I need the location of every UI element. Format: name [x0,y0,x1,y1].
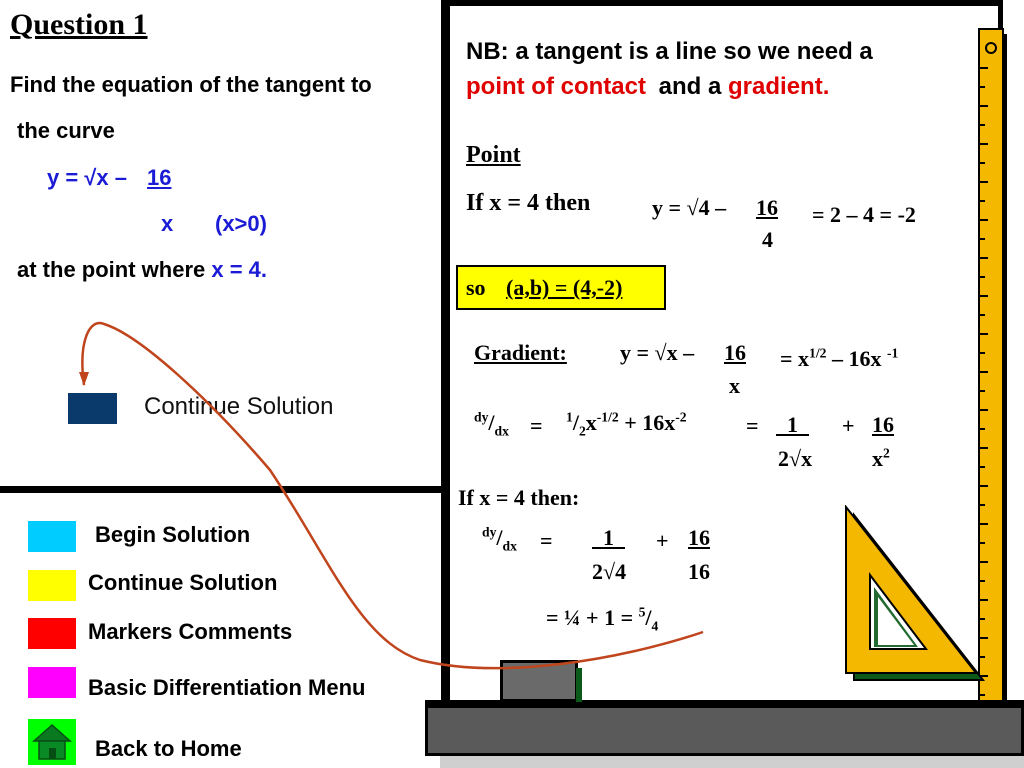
gradient-index-form [780,346,898,372]
point-fraction-numerator: 16 [756,195,778,220]
board-shelf-shadow [440,756,1024,768]
slash-1: / [488,410,495,435]
question-text-line2: the curve [17,118,115,143]
eval-frac1-num [592,525,625,551]
set-square [838,505,988,690]
continue-solution-button-inline[interactable] [68,393,117,424]
gradient-y-sqrtx: y = √x – [620,340,695,365]
derivative-frac1-num [776,412,809,438]
derivative-x: x [585,410,597,435]
nb-point-of-contact: point of contact [466,73,646,100]
eval-frac2-num: 16 [688,525,710,550]
derivative-equals-2: = [746,413,759,438]
exp-neg1: -1 [886,345,899,361]
dy-2: dy [482,524,497,540]
derivative-plus-16x: + 16x [618,410,676,435]
exp-squared: 2 [883,445,890,461]
curve-equation-numerator: 16 [147,165,172,190]
if-x4-then-2: If x = 4 then: [458,485,580,510]
exp-neg-half: -1/2 [596,409,619,425]
derivative-frac2-num: 16 [872,412,894,437]
derivative-equals-3: = [540,528,553,553]
half-slash: / [572,410,579,435]
final-num: 5 [638,604,646,620]
gradient-fraction-denominator: x [729,373,740,398]
slash-2: / [496,525,503,550]
curve-equation-condition: (x>0) [215,211,267,236]
half-den: 2 [578,423,586,439]
dydx-label-1 [474,409,509,439]
basic-differentiation-menu-label[interactable]: Basic Differentiation Menu [88,675,366,700]
dx-2: dx [502,538,517,554]
derivative-frac2-den-x: x [872,446,883,471]
question-title: Question 1 [10,8,148,41]
eraser [500,660,578,702]
question-text-line1: Find the equation of the tangent to [10,72,372,97]
begin-solution-label[interactable]: Begin Solution [95,522,251,547]
derivative-frac2-den [872,446,890,472]
derivative-equals-1: = [530,413,543,438]
markers-comments-label[interactable]: Markers Comments [88,619,293,644]
dx-1: dx [494,423,509,439]
point-heading: Point [466,142,521,168]
eval-frac2-den: 16 [688,559,710,584]
basic-differentiation-menu-button[interactable] [28,667,76,698]
derivative-frac1-den: 2√x [778,446,813,471]
back-to-home-button[interactable] [28,719,76,765]
y-sqrt4: y = √4 – [652,195,727,220]
point-statement-prefix: at the point where [17,257,212,282]
eval-frac1-num-value: 1 [603,525,614,550]
eraser-shadow [576,668,582,702]
gradient-heading: Gradient: [474,340,567,365]
gradient-eq-x: = x [780,346,810,371]
dydx-label-2 [482,524,517,554]
point-statement-value: x = 4. [211,257,268,282]
curve-equation-y: y = √x – [47,165,127,190]
eval-frac1-den: 2√4 [592,559,627,584]
derivative-plus: + [842,413,855,438]
nb-gradient: gradient. [728,73,830,100]
back-to-home-label[interactable]: Back to Home [95,736,242,761]
point-result: = 2 – 4 = -2 [812,202,916,227]
eval-plus: + [656,528,669,553]
final-result [546,604,659,634]
gradient-fraction-numerator: 16 [724,340,746,365]
horizontal-divider [0,486,444,493]
nb-line1: NB: a tangent is a line so we need a [466,38,873,65]
continue-solution-label-inline[interactable]: Continue Solution [144,393,334,420]
derivative-index-form [566,409,687,439]
final-slash: / [645,605,652,630]
half-num: 1 [566,409,573,425]
continue-solution-button[interactable] [28,570,76,601]
point-statement [17,257,267,283]
home-icon [28,719,76,765]
begin-solution-button[interactable] [28,521,76,552]
question-panel [0,0,440,488]
board-shelf [425,700,1024,756]
point-fraction-denominator: 4 [762,227,773,252]
exp-half: 1/2 [809,345,827,361]
so-label: so [466,275,486,300]
derivative-frac1-num-value: 1 [787,412,798,437]
point-ab-value: (a,b) = (4,-2) [506,275,623,300]
nb-and-a: and a [658,73,722,100]
exp-neg2: -2 [675,409,687,425]
continue-solution-label[interactable]: Continue Solution [88,570,278,595]
gradient-minus-16x: – 16x [826,346,887,371]
curve-equation-denominator: x [161,211,174,236]
final-den: 4 [651,618,659,634]
markers-comments-button[interactable] [28,618,76,649]
if-x4-then: If x = 4 then [466,190,591,216]
nb-line2 [466,73,829,101]
dy-1: dy [474,409,489,425]
final-result-text: = ¼ + 1 = [546,605,639,630]
